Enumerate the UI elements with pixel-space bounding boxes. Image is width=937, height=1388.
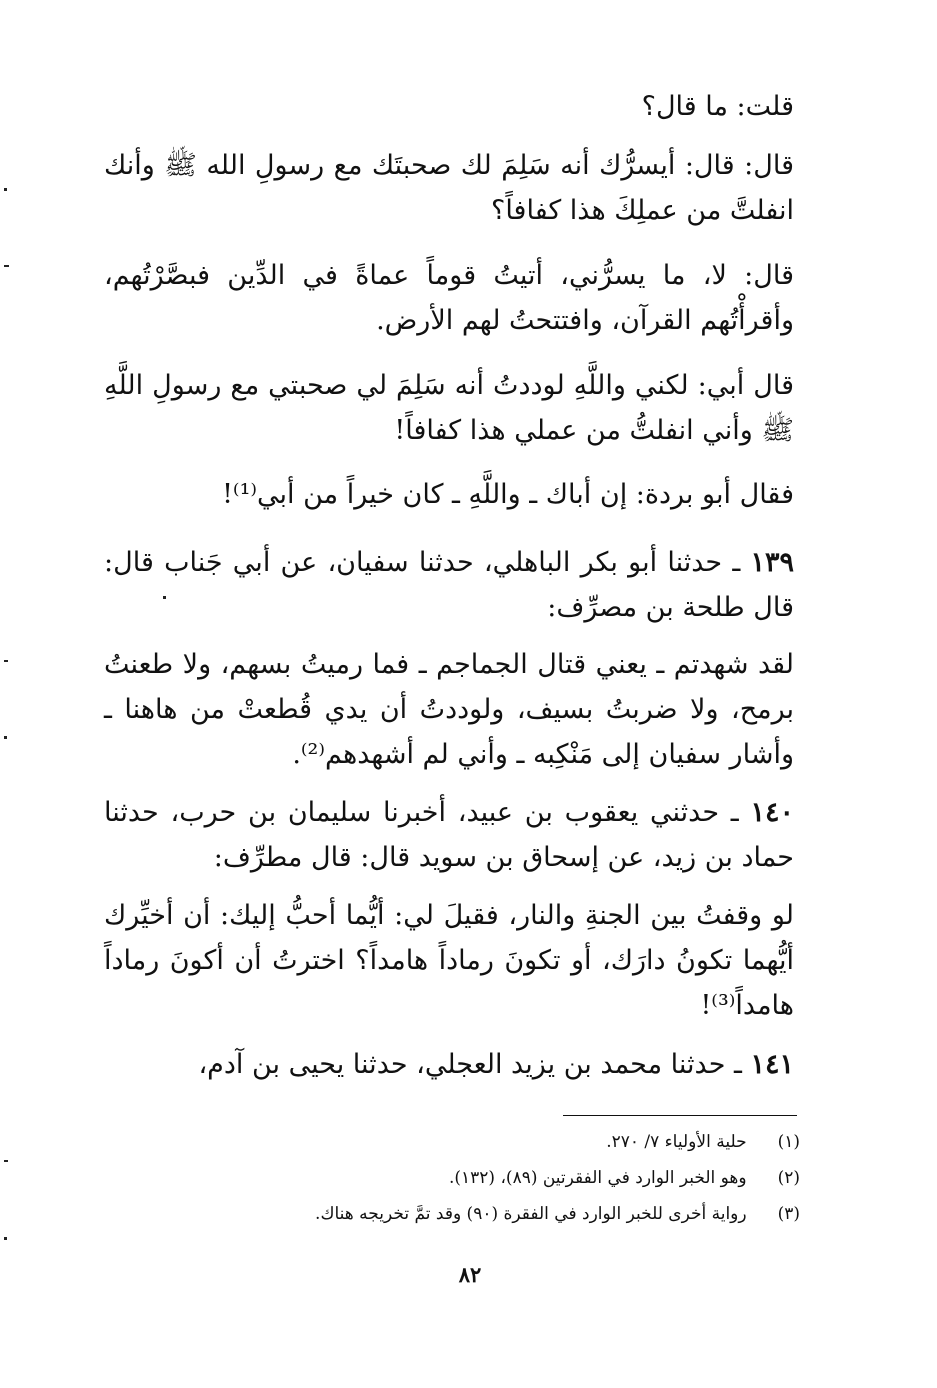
scan-speck xyxy=(4,188,7,191)
paragraph-3-text: قال: لا، ما يسرُّني، أتيتُ قوماً عماةً في الدِّين فبصَّرْتُهم، وأقرأْتُهم القرآن، وافتتحتُ لهم الأرض. xyxy=(104,260,794,336)
hadith-140 xyxy=(104,790,794,880)
footnote-1 xyxy=(104,1127,800,1157)
footnote-3 xyxy=(104,1199,800,1229)
paragraph-5 xyxy=(104,472,794,517)
paragraph-9-text: لو وقفتُ بين الجنةِ والنار، فقيلَ لي: أيُّما أحبُّ إليك: أن أخيِّرك أيُّهما تكونُ دارَك، أو تكونَ رماداً هامداً؟ اخترتُ أن أكونَ رماداً هامداً⁽³⁾! xyxy=(104,900,794,1021)
paragraph-7 xyxy=(104,642,794,777)
paragraph-7-text: لقد شهدتم ـ يعني قتال الجماجم ـ فما رميتُ بسهم، ولا طعنتُ برمح، ولا ضربتُ بسيف، ولوددتُ أن يدي قُطعتْ من هاهنا ـ وأشار سفيان إلى مَنْكِبه ـ وأني لم أشهدهم⁽²⁾. xyxy=(104,649,794,770)
page-number: ٨٢ xyxy=(458,1262,482,1287)
footnote-text: وهو الخبر الوارد في الفقرتين (٨٩)، (١٣٢). xyxy=(448,1168,747,1188)
scan-speck xyxy=(4,660,8,662)
paragraph-5-text: فقال أبو بردة: إن أباك ـ واللَّهِ ـ كان خيراً من أبي⁽¹⁾! xyxy=(222,479,794,510)
hadith-number: ١٤١ xyxy=(750,1049,794,1080)
paragraph-1 xyxy=(104,84,794,129)
scan-speck xyxy=(4,265,9,267)
hadith-number: ١٣٩ xyxy=(750,547,794,578)
paragraph-1-text: قلت: ما قال؟ xyxy=(641,91,794,122)
footnote-number: (١) xyxy=(777,1132,800,1152)
paragraph-4 xyxy=(104,363,794,453)
footnote-text: رواية أخرى للخبر الوارد في الفقرة (٩٠) وقد تمَّ تخريجه هناك. xyxy=(315,1204,747,1224)
paragraph-2-text: قال: قال: أيسرُّك أنه سَلِمَ لك صحبتَك مع رسولِ الله ﷺ وأنك انفلتَّ من عملِكَ هذا كفافاً؟ xyxy=(104,150,794,226)
scan-speck xyxy=(4,1160,8,1162)
hadith-number: ١٤٠ xyxy=(750,797,794,828)
paragraph-2 xyxy=(104,143,794,233)
footnote-2 xyxy=(104,1163,800,1193)
hadith-141-text: ـ حدثنا محمد بن يزيد العجلي، حدثنا يحيى بن آدم، xyxy=(198,1049,751,1080)
footnote-separator xyxy=(563,1115,797,1116)
hadith-139-text: ـ حدثنا أبو بكر الباهلي، حدثنا سفيان، عن أبي جَناب قال: قال طلحة بن مصرِّف: xyxy=(104,547,794,623)
paragraph-4-text: قال أبي: لكني واللَّهِ لوددتُ أنه سَلِمَ لي صحبتي مع رسولِ اللَّهِ ﷺ وأني انفلتُّ من عملي هذا كفافاً! xyxy=(104,370,794,446)
footnote-number: (٣) xyxy=(777,1204,800,1224)
hadith-141 xyxy=(104,1042,794,1087)
footnote-number: (٢) xyxy=(777,1168,800,1188)
hadith-139 xyxy=(104,540,794,630)
paragraph-3 xyxy=(104,253,794,343)
scan-speck xyxy=(163,596,166,599)
hadith-140-text: ـ حدثني يعقوب بن عبيد، أخبرنا سليمان بن حرب، حدثنا حماد بن زيد، عن إسحاق بن سويد قال: قال مطرِّف: xyxy=(104,797,794,873)
scan-speck xyxy=(4,1237,7,1240)
paragraph-9 xyxy=(104,893,794,1028)
scan-speck xyxy=(4,736,7,739)
footnote-text: حلية الأولياء ٧/ ٢٧٠. xyxy=(606,1132,747,1152)
